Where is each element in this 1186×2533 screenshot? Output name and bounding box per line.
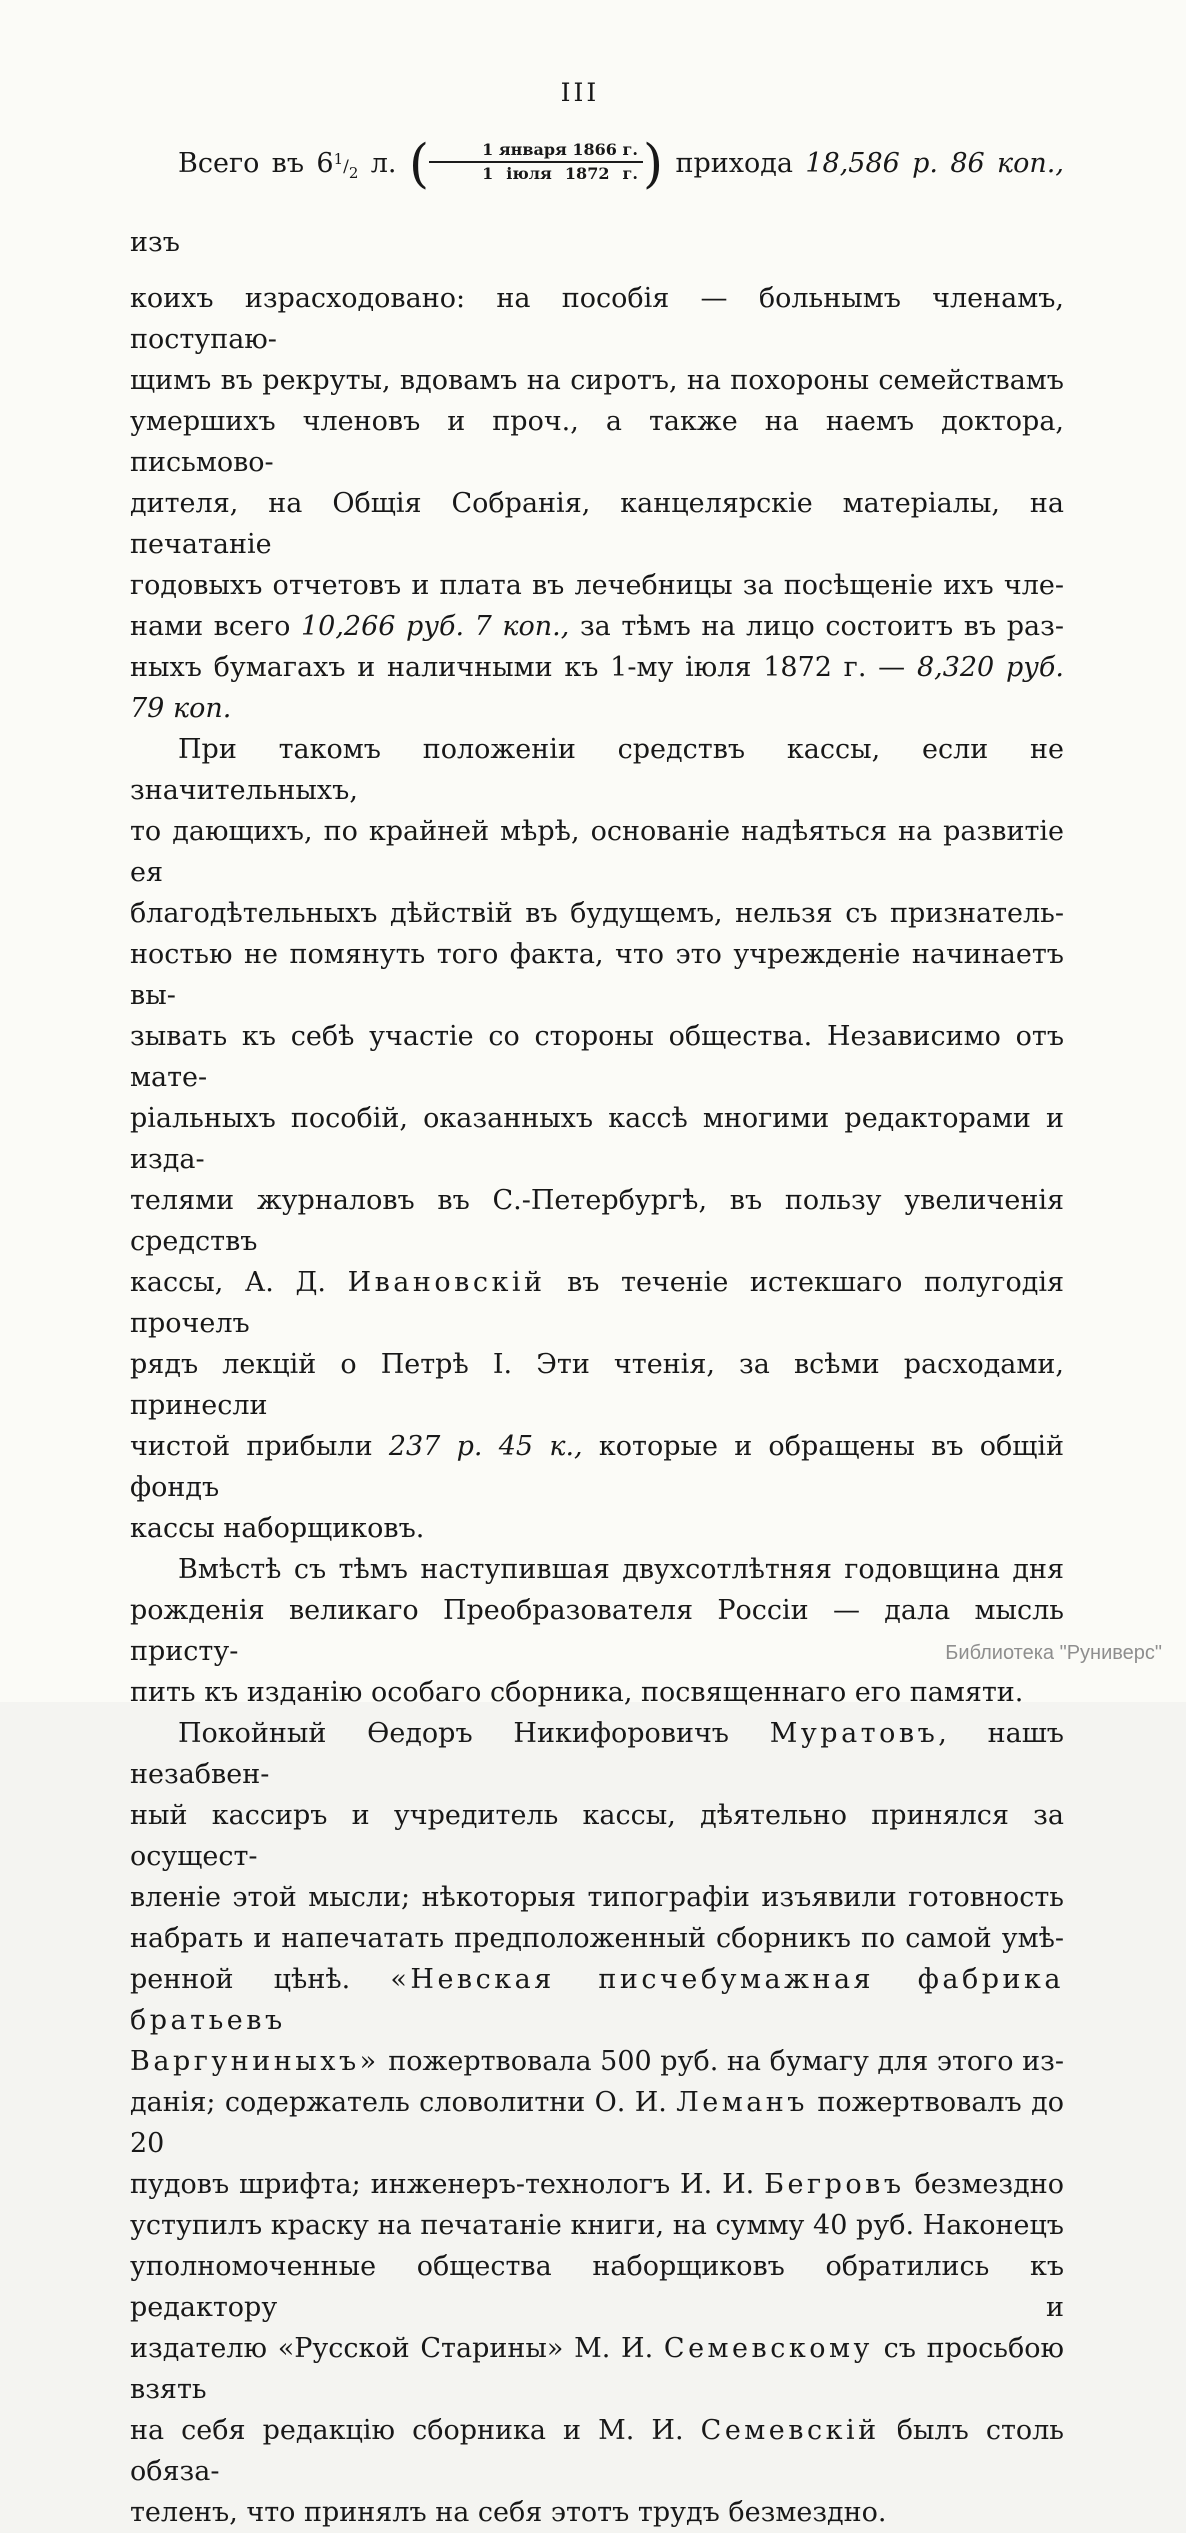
text-line bbox=[130, 1508, 1064, 1549]
text-segment: которые и обращены въ общій фондъ bbox=[130, 1431, 1065, 1503]
text-line bbox=[130, 1918, 1064, 1959]
text-segment: л. bbox=[358, 148, 409, 179]
text-segment: съ просьбою взять bbox=[130, 2333, 1064, 2405]
text-segment: безмездно bbox=[904, 2169, 1064, 2200]
text-segment: Варгуниныхъ» bbox=[130, 2046, 380, 2077]
text-segment: кассы наборщиковъ. bbox=[130, 1513, 425, 1544]
text-segment: дителя, на Общія Собранія, канцелярскіе матеріалы, на печатаніе bbox=[130, 488, 1064, 560]
text-line bbox=[130, 401, 1064, 483]
text-line bbox=[130, 688, 1064, 729]
page-number: III bbox=[560, 78, 600, 107]
text-segment: рожденія великаго Преобразователя Россіи — дала мысль присту- bbox=[130, 1595, 1064, 1667]
text-segment: кассы, А. Д. bbox=[130, 1267, 348, 1298]
text-line bbox=[130, 1590, 1064, 1672]
text-line bbox=[130, 1426, 1064, 1508]
text-segment: Всего въ 6 bbox=[178, 148, 334, 179]
text-segment: теленъ, что принялъ на себя этотъ трудъ безмездно. bbox=[130, 2497, 887, 2528]
text-line bbox=[130, 934, 1064, 1016]
text-line bbox=[130, 1795, 1064, 1877]
text-line bbox=[130, 1672, 1064, 1713]
text-line bbox=[130, 1180, 1064, 1262]
text-line bbox=[130, 1713, 1064, 1795]
text-segment: умершихъ членовъ и проч., а также на наемъ доктора, письмово- bbox=[130, 406, 1064, 478]
text-segment: годовыхъ отчетовъ и плата въ лечебницы за посѣщеніе ихъ чле- bbox=[130, 570, 1064, 601]
text-segment: 237 р. 45 к., bbox=[388, 1431, 583, 1462]
text-line bbox=[130, 2041, 1064, 2082]
text-line bbox=[130, 124, 1064, 278]
text-line bbox=[130, 278, 1064, 360]
text-segment: на себя редакцію сборника и М. И. bbox=[130, 2415, 701, 2446]
text-line bbox=[130, 606, 1064, 647]
text-segment: уступилъ краску на печатаніе книги, на сумму 40 руб. Наконецъ bbox=[130, 2210, 1064, 2241]
text-segment: Семевскій bbox=[700, 2415, 880, 2446]
text-line bbox=[130, 2246, 1064, 2328]
text-segment: ный кассиръ и учредитель кассы, дѣятельно принялся за осущест- bbox=[130, 1800, 1064, 1872]
text-segment: набрать и напечатать предположенный сборникъ по самой умѣ- bbox=[130, 1923, 1064, 1954]
text-segment: уполномоченные общества наборщиковъ обратились къ редактору и bbox=[130, 2251, 1064, 2323]
paragraph bbox=[130, 729, 1064, 1549]
text-line bbox=[130, 2205, 1064, 2246]
text-segment: изъ bbox=[130, 227, 180, 258]
text-segment: телями журналовъ въ С.-Петербургѣ, въ пользу увеличенія средствъ bbox=[130, 1185, 1064, 1257]
text-line bbox=[130, 360, 1064, 401]
text-segment: за тѣмъ на лицо состоитъ въ раз- bbox=[569, 611, 1064, 642]
text-segment: прихода bbox=[663, 148, 806, 179]
text-segment: Семевскому bbox=[663, 2333, 873, 2364]
text-segment: 18,586 р. 86 коп., bbox=[805, 148, 1064, 179]
paragraph bbox=[130, 1549, 1064, 1713]
text-segment: 10,266 руб. 7 коп., bbox=[300, 611, 570, 642]
text-segment: ріальныхъ пособій, оказанныхъ кассѣ многими редакторами и изда- bbox=[130, 1103, 1064, 1175]
text-line bbox=[130, 893, 1064, 934]
text-segment: вленіе этой мысли; нѣкоторыя типографіи изъявили готовность bbox=[130, 1882, 1064, 1913]
text-segment: издателю «Русской Старины» М. И. bbox=[130, 2333, 664, 2364]
text-segment: данія; содержатель словолитни О. И. bbox=[130, 2087, 677, 2118]
text-segment: Леманъ bbox=[676, 2087, 808, 2118]
text-line bbox=[130, 729, 1064, 811]
text-segment: нами всего bbox=[130, 611, 301, 642]
text-segment: , нашъ незабвен- bbox=[130, 1718, 1064, 1790]
text-line bbox=[130, 2328, 1064, 2410]
text-line bbox=[130, 2082, 1064, 2164]
text-line bbox=[130, 647, 1064, 688]
text-segment: Бегровъ bbox=[764, 2169, 905, 2200]
text-block bbox=[130, 124, 1064, 2533]
text-segment: пожертвовалъ до 20 bbox=[130, 2087, 1064, 2159]
text-line bbox=[130, 2164, 1064, 2205]
text-segment: 79 коп. bbox=[130, 693, 232, 724]
big-parenthesis: ) bbox=[642, 134, 664, 195]
text-segment: Покойный Ѳедоръ Никифоровичъ bbox=[178, 1718, 770, 1749]
library-watermark: Библиотека "Руниверс" bbox=[945, 1642, 1162, 1664]
text-segment: «Невская писчебумажная фабрика братьевъ bbox=[130, 1964, 1064, 2036]
paragraph bbox=[130, 1713, 1064, 2533]
date-range-fraction: 1 января 1866 г. 1 іюля 1872 г. bbox=[429, 139, 643, 184]
text-segment: При такомъ положеніи средствъ кассы, если не значительныхъ, bbox=[130, 734, 1064, 806]
text-segment: пудовъ шрифта; инженеръ-технологъ И. И. bbox=[130, 2169, 765, 2200]
text-segment: чистой прибыли bbox=[130, 1431, 389, 1462]
text-line bbox=[130, 1016, 1064, 1098]
text-segment: въ теченіе истекшаго полугодія прочелъ bbox=[130, 1267, 1064, 1339]
text-line bbox=[130, 1262, 1064, 1344]
text-segment: ностью не помянуть того факта, что это учрежденіе начинаетъ вы- bbox=[130, 939, 1064, 1011]
text-line bbox=[130, 1549, 1064, 1590]
text-line bbox=[130, 1098, 1064, 1180]
text-segment: Вмѣстѣ съ тѣмъ наступившая двухсотлѣтняя годовщина дня bbox=[178, 1554, 1064, 1585]
text-segment: ныхъ бумагахъ и наличными къ 1-му іюля 1872 г. — bbox=[130, 652, 917, 683]
paragraph bbox=[130, 124, 1064, 729]
text-line bbox=[130, 565, 1064, 606]
text-segment: пить къ изданію особаго сборника, посвященнаго его памяти. bbox=[130, 1677, 1024, 1708]
text-segment: Ивановскій bbox=[347, 1267, 546, 1298]
text-segment: 8,320 руб. bbox=[916, 652, 1064, 683]
text-segment: щимъ въ рекруты, вдовамъ на сиротъ, на похороны семействамъ bbox=[130, 365, 1064, 396]
text-line bbox=[130, 2410, 1064, 2492]
text-line bbox=[130, 1959, 1064, 2041]
text-segment: коихъ израсходовано: на пособія — больнымъ членамъ, поступаю- bbox=[130, 283, 1064, 355]
text-line bbox=[130, 2492, 1064, 2533]
text-segment: ренной цѣнѣ. bbox=[130, 1964, 391, 1995]
text-segment: то дающихъ, по крайней мѣрѣ, основаніе надѣяться на развитіе ея bbox=[130, 816, 1064, 888]
text-segment: Муратовъ bbox=[769, 1718, 939, 1749]
text-line bbox=[130, 811, 1064, 893]
inline-half-fraction: $^1/_2$ bbox=[333, 150, 359, 182]
text-segment: зывать къ себѣ участіе со стороны общества. Независимо отъ мате- bbox=[130, 1021, 1064, 1093]
text-segment: благодѣтельныхъ дѣйствій въ будущемъ, нельзя съ признатель- bbox=[130, 898, 1064, 929]
text-segment: былъ столь обяза- bbox=[130, 2415, 1065, 2487]
text-segment: рядъ лекцій о Петрѣ I. Эти чтенія, за всѣми расходами, принесли bbox=[130, 1349, 1064, 1421]
text-line bbox=[130, 1344, 1064, 1426]
text-line bbox=[130, 483, 1064, 565]
text-segment: пожертвовала 500 руб. на бумагу для этого из- bbox=[379, 2046, 1064, 2077]
big-parenthesis: ( bbox=[408, 134, 430, 195]
text-line bbox=[130, 1877, 1064, 1918]
